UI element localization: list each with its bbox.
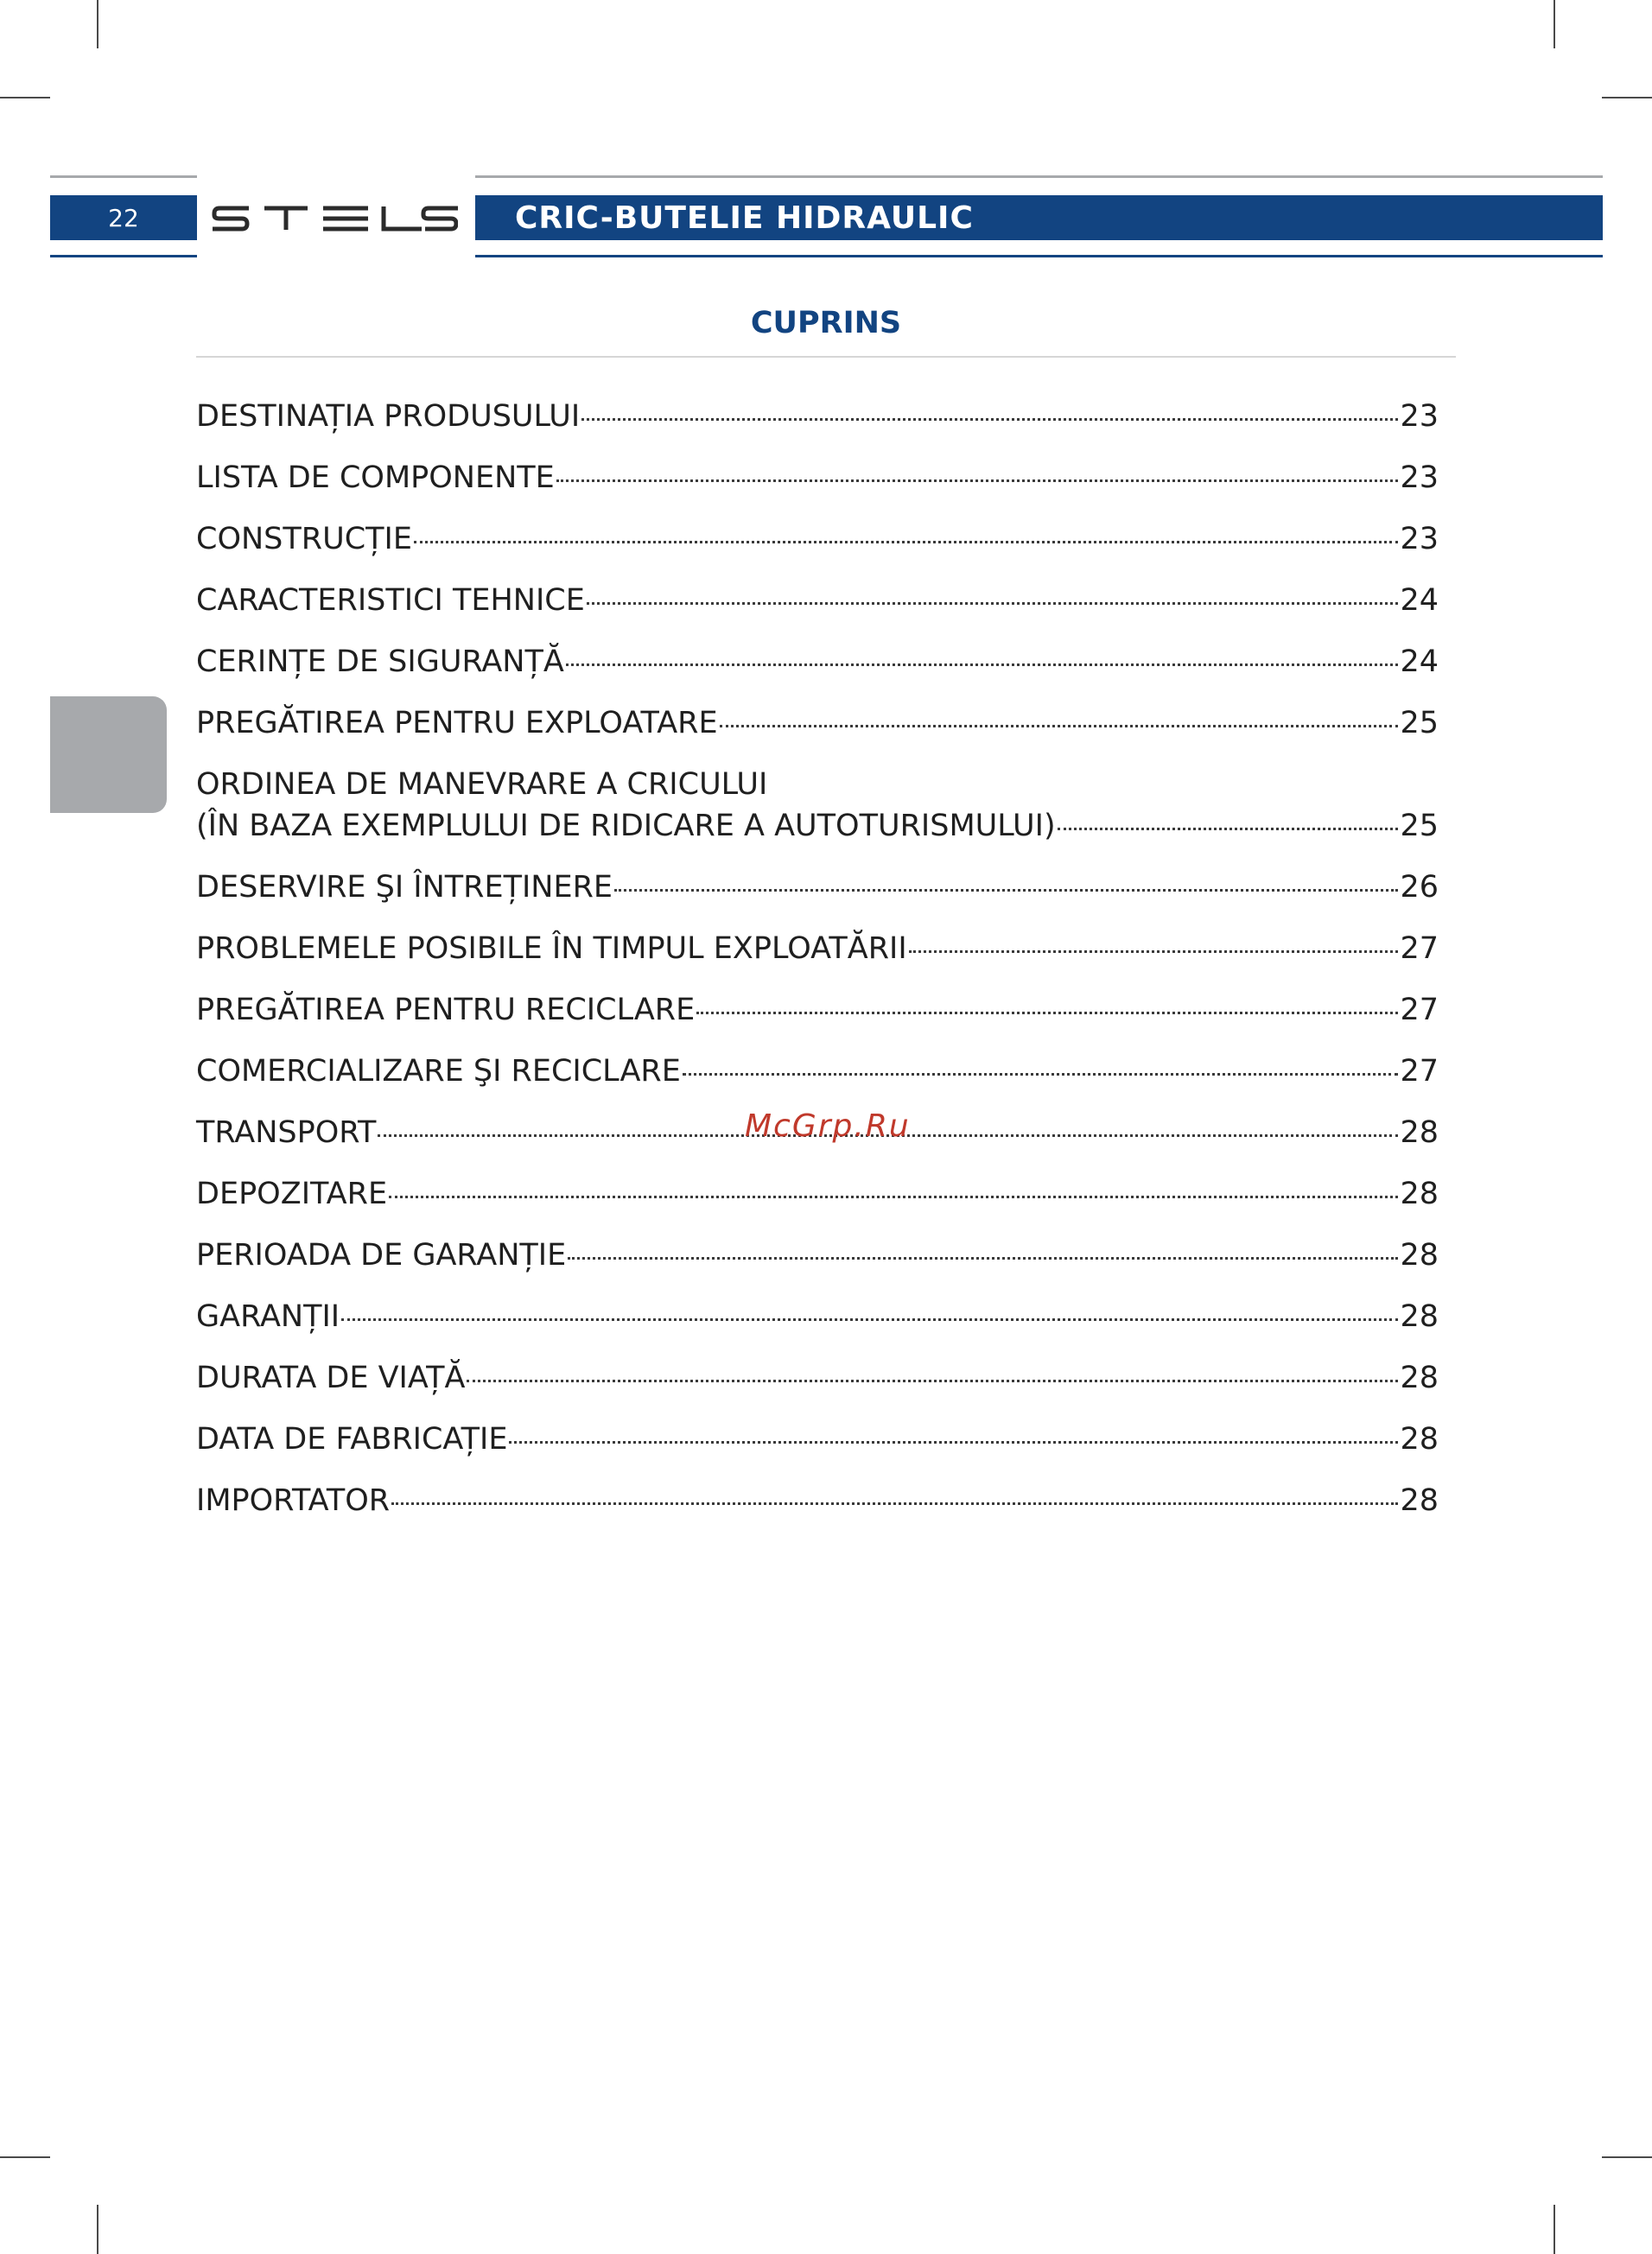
toc-heading: CUPRINS: [750, 306, 902, 340]
toc-entry-title: CARACTERISTICI TEHNICE: [196, 583, 585, 618]
toc-entry-title: CONSTRUCȚIE: [196, 522, 412, 556]
toc-entry-title: DURATA DE VIAȚĂ: [196, 1361, 466, 1395]
document-title: [475, 195, 1603, 240]
dot-leader: [587, 602, 1399, 605]
crop-mark: [1554, 2205, 1555, 2254]
dot-leader: [414, 541, 1398, 543]
crop-mark: [1602, 97, 1652, 98]
toc-entry-page: 25: [1400, 706, 1439, 740]
toc-entry-page: 24: [1400, 583, 1439, 618]
crop-mark: [1602, 2156, 1652, 2158]
crop-mark: [1554, 0, 1555, 48]
toc-entry-title: PERIOADA DE GARANȚIE: [196, 1238, 567, 1273]
toc-entry-title-line1: ORDINEA DE MANEVRARE A CRICULUI: [196, 767, 768, 802]
crop-mark: [97, 0, 98, 48]
toc-entry-title: PREGĂTIREA PENTRU RECICLARE: [196, 993, 696, 1027]
toc-entry[interactable]: [196, 1235, 1439, 1276]
dot-leader: [683, 1073, 1399, 1076]
toc-entry[interactable]: [196, 457, 1439, 498]
toc-entry-title: (ÎN BAZA EXEMPLULUI DE RIDICARE A AUTOTURISMULUI): [196, 809, 1056, 843]
toc-entry-page: 23: [1400, 399, 1439, 434]
toc-entry-page: 28: [1400, 1483, 1439, 1518]
toc-entry-page: 27: [1400, 993, 1439, 1027]
toc-entry[interactable]: [196, 1419, 1439, 1460]
document-title-text: CRIC-BUTELIE HIDRAULIC: [515, 200, 974, 236]
heading-divider: [196, 356, 1456, 358]
dot-leader: [581, 418, 1398, 421]
toc-entry-title: CERINȚE DE SIGURANȚĂ: [196, 644, 564, 679]
toc-entry[interactable]: [196, 1296, 1439, 1337]
toc-entry-page: 28: [1400, 1115, 1439, 1150]
stels-logo: [211, 204, 458, 233]
toc-entry-page: 23: [1400, 522, 1439, 556]
toc-entry-page: 28: [1400, 1361, 1439, 1395]
toc-entry[interactable]: [196, 580, 1439, 621]
page-number-text: 22: [108, 203, 139, 232]
language-tab: [50, 696, 194, 813]
toc-entry[interactable]: [196, 396, 1439, 437]
toc-entry[interactable]: [196, 1051, 1439, 1092]
toc-entry[interactable]: [196, 702, 1439, 744]
watermark: McGrp.Ru: [745, 1108, 911, 1144]
toc-entry-page: 25: [1400, 809, 1439, 843]
dot-leader: [389, 1196, 1398, 1198]
dot-leader: [1058, 828, 1399, 830]
dot-leader: [720, 725, 1399, 727]
toc-entry[interactable]: [196, 764, 1439, 847]
dot-leader: [568, 1257, 1398, 1260]
toc-entry-title: GARANȚII: [196, 1299, 340, 1334]
toc-entry[interactable]: [196, 928, 1439, 969]
header-top-rule: [475, 175, 1603, 178]
dot-leader: [566, 664, 1399, 666]
dot-leader: [341, 1318, 1398, 1321]
crop-mark: [0, 2156, 50, 2158]
toc-entry-page: 24: [1400, 644, 1439, 679]
toc-entry-title: TRANSPORT: [196, 1115, 377, 1150]
dot-leader: [909, 950, 1399, 953]
toc-entry-title: DESERVIRE ŞI ÎNTREȚINERE: [196, 870, 613, 905]
header-bottom-rule: [475, 255, 1603, 257]
toc-entry-page: 23: [1400, 460, 1439, 495]
toc-entry-title: DESTINAȚIA PRODUSULUI: [196, 399, 581, 434]
toc-entry[interactable]: [196, 1357, 1439, 1399]
toc-entry-page: 26: [1400, 870, 1439, 905]
dot-leader: [556, 479, 1399, 482]
toc-entry-page: 28: [1400, 1422, 1439, 1457]
header-top-rule: [50, 175, 197, 178]
toc-entry-title: COMERCIALIZARE ŞI RECICLARE: [196, 1054, 681, 1089]
dot-leader: [467, 1380, 1398, 1382]
language-tab-label: ROU: [165, 717, 194, 783]
crop-mark: [97, 2205, 98, 2254]
table-of-contents: [196, 396, 1439, 1541]
dot-leader: [614, 889, 1398, 892]
dot-leader: [696, 1012, 1398, 1014]
dot-leader: [391, 1502, 1398, 1505]
toc-entry-page: 28: [1400, 1177, 1439, 1211]
crop-mark: [0, 97, 50, 98]
toc-entry-title: DEPOZITARE: [196, 1177, 388, 1211]
toc-entry-title: DATA DE FABRICAȚIE: [196, 1422, 508, 1457]
toc-entry-title: IMPORTATOR: [196, 1483, 391, 1518]
toc-entry[interactable]: [196, 1173, 1439, 1215]
toc-entry-page: 27: [1400, 931, 1439, 966]
toc-entry[interactable]: [196, 867, 1439, 908]
header-bottom-rule: [50, 255, 197, 257]
toc-entry[interactable]: [196, 518, 1439, 560]
toc-entry-title: PREGĂTIREA PENTRU EXPLOATARE: [196, 706, 718, 740]
toc-entry-page: 28: [1400, 1299, 1439, 1334]
toc-entry-title: LISTA DE COMPONENTE: [196, 460, 555, 495]
toc-entry[interactable]: [196, 1480, 1439, 1521]
page-number: [50, 195, 197, 240]
toc-entry-title: PROBLEMELE POSIBILE ÎN TIMPUL EXPLOATĂRII: [196, 931, 907, 966]
toc-entry-page: 28: [1400, 1238, 1439, 1273]
toc-entry[interactable]: [196, 641, 1439, 683]
toc-entry[interactable]: [196, 989, 1439, 1031]
toc-entry-page: 27: [1400, 1054, 1439, 1089]
dot-leader: [509, 1441, 1398, 1444]
